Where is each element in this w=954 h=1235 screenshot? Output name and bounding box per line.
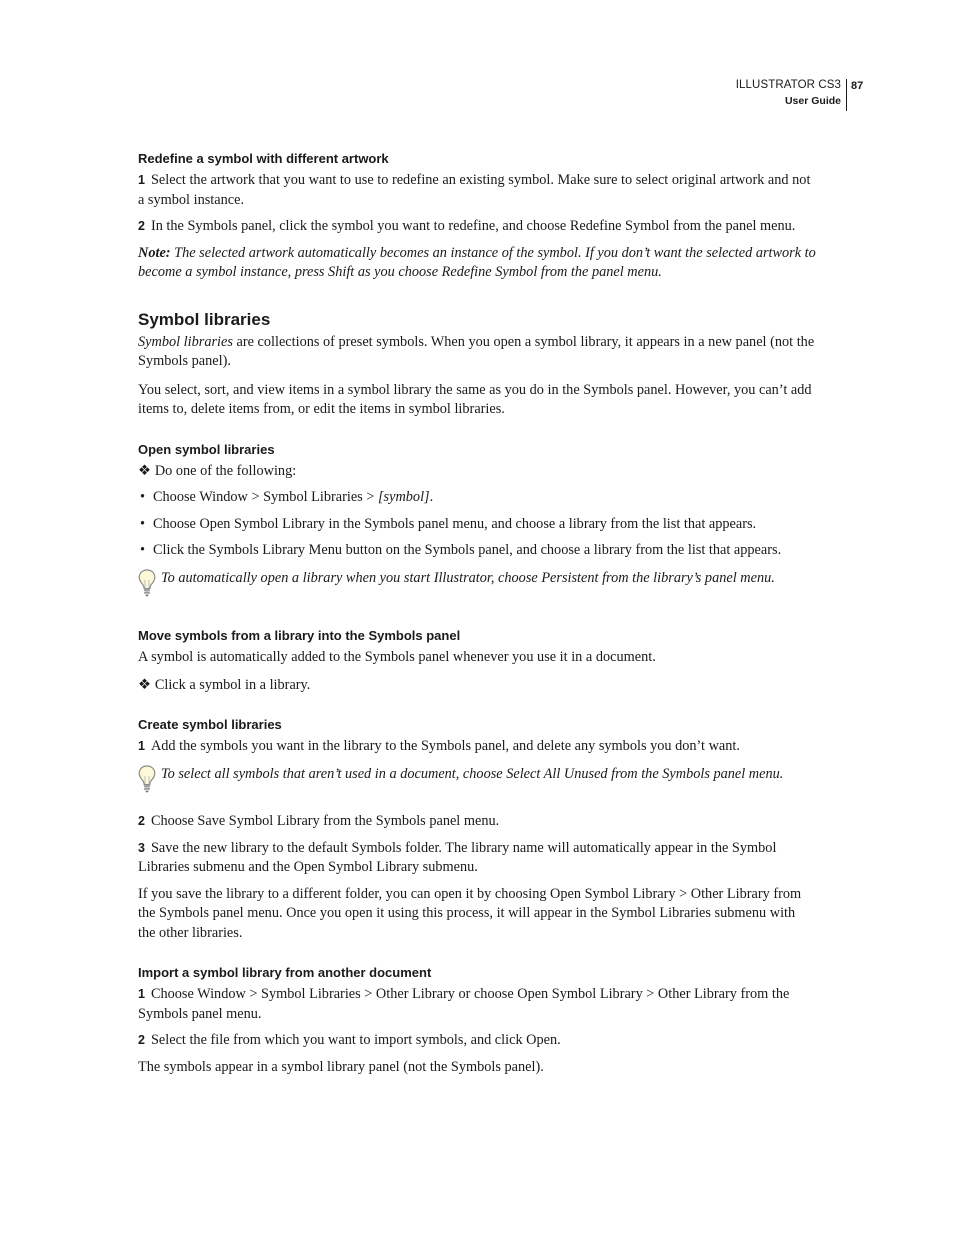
bullet-emphasis: [symbol] bbox=[377, 489, 430, 505]
bullet-item-3 bbox=[138, 541, 816, 561]
intro-term: Symbol libraries bbox=[138, 333, 233, 350]
bullet-text: Choose Window > Symbol Libraries > bbox=[153, 489, 378, 505]
step-redefine-1 bbox=[138, 171, 816, 210]
heading-create-libraries: Create symbol libraries bbox=[138, 717, 282, 732]
page-content bbox=[138, 150, 816, 1077]
step-create-2 bbox=[138, 812, 816, 832]
header-divider bbox=[846, 79, 847, 111]
step-import-2 bbox=[138, 1031, 816, 1051]
step-text: In the Symbols panel, click the symbol you want to redefine, and choose Redefine Symbol from the panel menu. bbox=[150, 218, 796, 234]
step-text: Choose Window > Symbol Libraries > Other Library or choose Open Symbol Library > Other Library from the Symbols panel menu. bbox=[138, 986, 790, 1022]
step-number: 2 bbox=[138, 219, 145, 233]
note-text: The selected artwork automatically becomes an instance of the symbol. If you don’t want the selected artwork to become a symbol instance, press Shift as you choose Redefine Symbol from the panel menu. bbox=[138, 244, 816, 280]
tip-text: To select all symbols that aren’t used in a document, choose Select All Unused from the Symbols panel menu. bbox=[161, 765, 784, 782]
bullet-item-2 bbox=[138, 515, 816, 535]
step-text: Select the artwork that you want to use to redefine an existing symbol. Make sure to select original artwork and not a symbol instance. bbox=[138, 172, 811, 208]
tip-select-unused bbox=[138, 765, 816, 785]
note-redefine bbox=[138, 244, 816, 283]
bullet-icon: • bbox=[140, 542, 146, 558]
step-number: 2 bbox=[138, 814, 145, 828]
step-number: 1 bbox=[138, 173, 145, 187]
guide-title: User Guide bbox=[784, 95, 841, 107]
create-paragraph: If you save the library to a different folder, you can open it by choosing Open Symbol Library > Other Library from the Symbols panel menu. Once you open it using this process, it will appear in the Symbol Libraries submenu with the other libraries. bbox=[138, 885, 802, 941]
heading-move-symbols: Move symbols from a library into the Symbols panel bbox=[138, 628, 461, 643]
heading-open-libraries: Open symbol libraries bbox=[138, 441, 275, 457]
step-text: Select the file from which you want to import symbols, and click Open. bbox=[150, 1032, 561, 1048]
step-number: 1 bbox=[138, 987, 145, 1001]
heading-redefine-symbol: Redefine a symbol with different artwork bbox=[138, 151, 389, 166]
libraries-paragraph: You select, sort, and view items in a symbol library the same as you do in the Symbols panel. However, you can’t add items to, delete items from, or edit the items in symbol libraries. bbox=[138, 381, 812, 417]
step-number: 2 bbox=[138, 1033, 145, 1047]
step-number: 1 bbox=[138, 739, 145, 753]
bullet-item-1 bbox=[138, 488, 816, 508]
intro-text: are collections of preset symbols. When you open a symbol library, it appears in a new panel (not the Symbols panel). bbox=[138, 333, 815, 369]
step-create-3 bbox=[138, 839, 816, 878]
diamond-icon: ❖ bbox=[138, 462, 151, 479]
bullet-text: Click the Symbols Library Menu button on the Symbols panel, and choose a library from the list that appears. bbox=[153, 542, 782, 558]
lightbulb-icon bbox=[138, 568, 156, 598]
bullet-icon: • bbox=[140, 489, 146, 505]
step-text: Save the new library to the default Symbols folder. The library name will automatically appear in the Symbol Libraries submenu and the Open Symbol Library submenu. bbox=[138, 839, 777, 875]
heading-symbol-libraries: Symbol libraries bbox=[138, 309, 271, 329]
tip-text: To automatically open a library when you start Illustrator, choose Persistent from the library’s panel menu. bbox=[161, 569, 775, 586]
bullet-icon: • bbox=[140, 515, 146, 532]
page-number: 87 bbox=[851, 80, 864, 92]
step-text: Choose Save Symbol Library from the Symbols panel menu. bbox=[150, 813, 500, 829]
tip-open-library bbox=[138, 569, 816, 589]
running-header bbox=[700, 79, 865, 111]
import-paragraph: The symbols appear in a symbol library panel (not the Symbols panel). bbox=[138, 1058, 544, 1075]
diamond-icon: ❖ bbox=[138, 676, 151, 693]
step-redefine-2 bbox=[138, 217, 816, 237]
action-text: Click a symbol in a library. bbox=[154, 676, 311, 693]
intro-paragraph bbox=[138, 333, 816, 372]
move-action bbox=[138, 676, 816, 696]
step-create-1 bbox=[138, 737, 816, 757]
bullet-text: Choose Open Symbol Library in the Symbols panel menu, and choose a library from the list that appears. bbox=[153, 515, 757, 532]
lightbulb-icon bbox=[138, 764, 156, 794]
step-text: Add the symbols you want in the library to the Symbols panel, and delete any symbols you don’t want. bbox=[150, 738, 740, 754]
note-label: Note: bbox=[138, 244, 171, 261]
step-number: 3 bbox=[138, 840, 145, 855]
bullet-end: . bbox=[429, 489, 434, 505]
heading-import-library: Import a symbol library from another document bbox=[138, 965, 432, 980]
lead-text: Do one of the following: bbox=[154, 462, 297, 479]
step-import-1 bbox=[138, 985, 816, 1024]
move-paragraph: A symbol is automatically added to the Symbols panel whenever you use it in a document. bbox=[138, 649, 656, 665]
open-lead bbox=[138, 462, 816, 482]
product-title: ILLUSTRATOR CS3 bbox=[735, 79, 841, 91]
